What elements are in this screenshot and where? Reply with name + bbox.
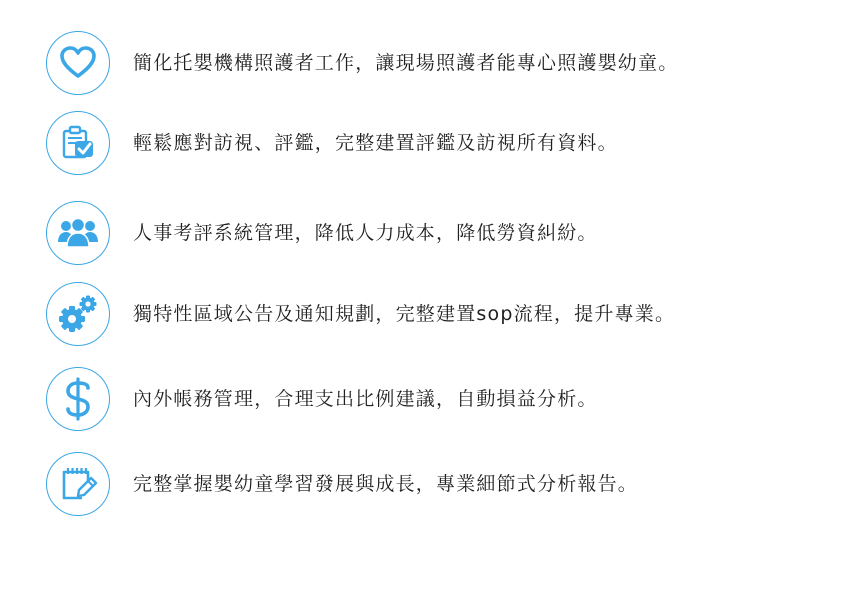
users-icon-circle xyxy=(46,201,110,265)
notepad-pencil-icon xyxy=(58,464,98,504)
feature-text: 獨特性區域公告及通知規劃，完整建置sop流程，提升專業。 xyxy=(133,302,676,325)
feature-text: 完整掌握嬰幼童學習發展與成長，專業細節式分析報告。 xyxy=(133,472,639,495)
feature-item-gears xyxy=(46,280,675,348)
dollar-sign-icon xyxy=(63,377,93,421)
dollar-icon-circle xyxy=(46,367,110,431)
feature-text: 內外帳務管理，合理支出比例建議，自動損益分析。 xyxy=(133,387,598,410)
feature-item-dollar xyxy=(46,365,598,433)
heart-icon-circle xyxy=(46,31,110,95)
clipboard-icon-circle xyxy=(46,111,110,175)
gears-icon xyxy=(57,293,99,335)
clipboard-check-icon xyxy=(58,123,98,163)
feature-item-clipboard xyxy=(46,109,618,177)
users-group-icon xyxy=(57,215,99,251)
feature-text: 簡化托嬰機構照護者工作，讓現場照護者能專心照護嬰幼童。 xyxy=(133,51,679,74)
feature-text: 人事考評系統管理，降低人力成本，降低勞資糾紛。 xyxy=(133,221,598,244)
heart-icon xyxy=(59,44,97,82)
feature-item-notepad xyxy=(46,450,638,518)
notepad-icon-circle xyxy=(46,452,110,516)
feature-item-users xyxy=(46,199,598,267)
feature-item-heart xyxy=(46,29,678,97)
feature-text: 輕鬆應對訪視、評鑑，完整建置評鑑及訪視所有資料。 xyxy=(133,131,618,154)
gears-icon-circle xyxy=(46,282,110,346)
